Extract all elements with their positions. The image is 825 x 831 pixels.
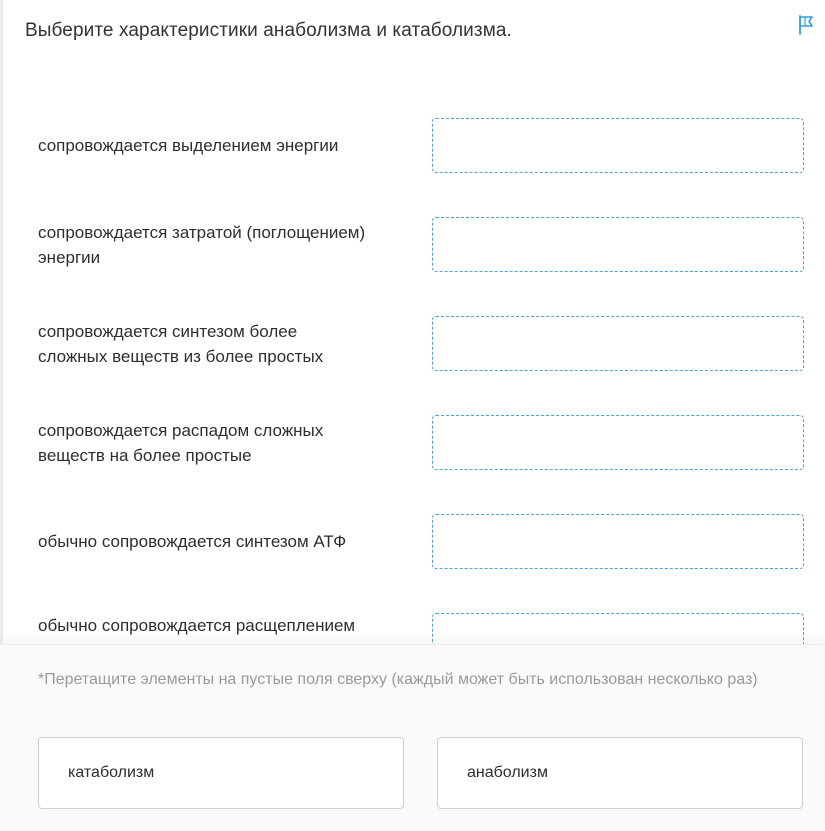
flag-icon[interactable] [796,14,818,36]
statement-label: сопровождается выделением энергии [38,136,339,155]
statement-label: сопровождается затратой (поглощением) энергии [38,222,366,267]
question-title: Выберите характеристики анаболизма и катаболизма. [25,20,512,41]
drop-zone[interactable] [432,415,804,470]
statement-label: обычно сопровождается расщеплением [38,616,356,635]
option-catabolism[interactable]: катаболизм [38,737,404,809]
drop-zone[interactable] [432,217,804,272]
drop-zone[interactable] [432,514,804,569]
matching-list[interactable] [0,60,825,644]
option-anabolism[interactable]: анаболизм [437,737,803,809]
statement-label: сопровождается синтезом более сложных веществ из более простых [38,321,324,366]
statement-label: обычно сопровождается синтезом АТФ [38,532,347,551]
statement-label: сопровождается распадом сложных веществ на более простые [38,420,324,465]
answer-bank [0,644,825,831]
drop-zone[interactable] [432,613,804,644]
drag-hint: *Перетащите элементы на пустые поля сверху (каждый может быть использован несколько раз) [38,671,758,688]
drop-zone[interactable] [432,316,804,371]
drop-zone[interactable] [432,118,804,173]
